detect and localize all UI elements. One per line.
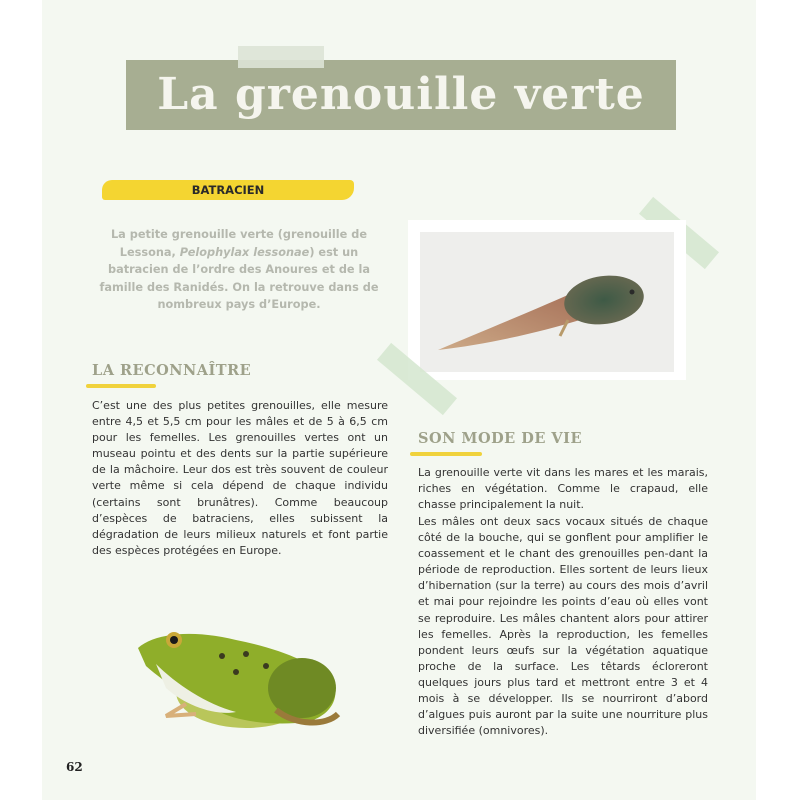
- title-banner: [126, 60, 676, 130]
- section-heading-mode-de-vie: SON MODE DE VIE: [418, 430, 583, 447]
- section-text-mode-de-vie-2: Les mâles ont deux sacs vocaux situés de chaque côté de la bouche, qui se gonflent pour amplifier le coassement et le chant des grenouilles pen-dant la période de reproduction. Elles sortent de leurs lieux d’hibernation (sur la terre) au cours des mois d’avril et mai pour rejoindre les points d’eau où elles vont se reproduire. Les mâles chantent alors pour attirer les femelles. Après la reproduction, les femelles pondent leurs œufs sur la végétation aquatique proche de la surface. Les têtards écloreront quelques jours plus tard et mettront entre 3 et 4 mois à se développer. Ils se nourriront d’abord d’algues puis auront par la suite une nourriture plus diversifiée (omnivores).: [418, 515, 708, 738]
- tadpole-photo: [420, 232, 674, 372]
- tadpole-photo-frame: [408, 220, 686, 380]
- page-title: La grenouille verte: [157, 69, 645, 120]
- category-tag: BATRACIEN: [191, 183, 265, 197]
- section-text-reconnaitre: C’est une des plus petites grenouilles, elle mesure entre 4,5 et 5,5 cm pour les mâles et de 5 à 6,5 cm pour les femelles. Les grenouilles vertes ont un museau pointu et des dents sur la partie supérieure de la mâchoire. Leur dos est très souvent de couleur verte même si cela dépend de chaque individu (certains sont brunâtres). Comme beaucoup d’espèces de batraciens, elles subissent la dégradation de leurs milieux naturels et font partie des espèces protégées en Europe.: [92, 399, 388, 557]
- frog-illustration: [126, 614, 346, 744]
- tadpole-illustration: [420, 232, 674, 372]
- frog-photo: [126, 614, 346, 744]
- intro-paragraph: [98, 226, 380, 314]
- intro-text-end: ) est un batracien de l’ordre des Anoures et de la famille des Ranidés. On la retrouve dans de nombreux pays d’Europe.: [99, 245, 379, 312]
- section-underline: [410, 452, 482, 456]
- title-tape-decoration: [238, 46, 324, 68]
- intro-species-name: Pelophylax lessonae: [179, 245, 310, 259]
- section-underline: [86, 384, 156, 388]
- section-text-mode-de-vie-1: La grenouille verte vit dans les mares et les marais, riches en végétation. Comme le crapaud, elle chasse principalement la nuit.: [418, 466, 708, 512]
- intro-text-start: La petite grenouille verte (grenouille de Lessona,: [110, 228, 368, 259]
- section-heading-reconnaitre: LA RECONNAÎTRE: [92, 362, 252, 379]
- page-number: 62: [66, 760, 83, 774]
